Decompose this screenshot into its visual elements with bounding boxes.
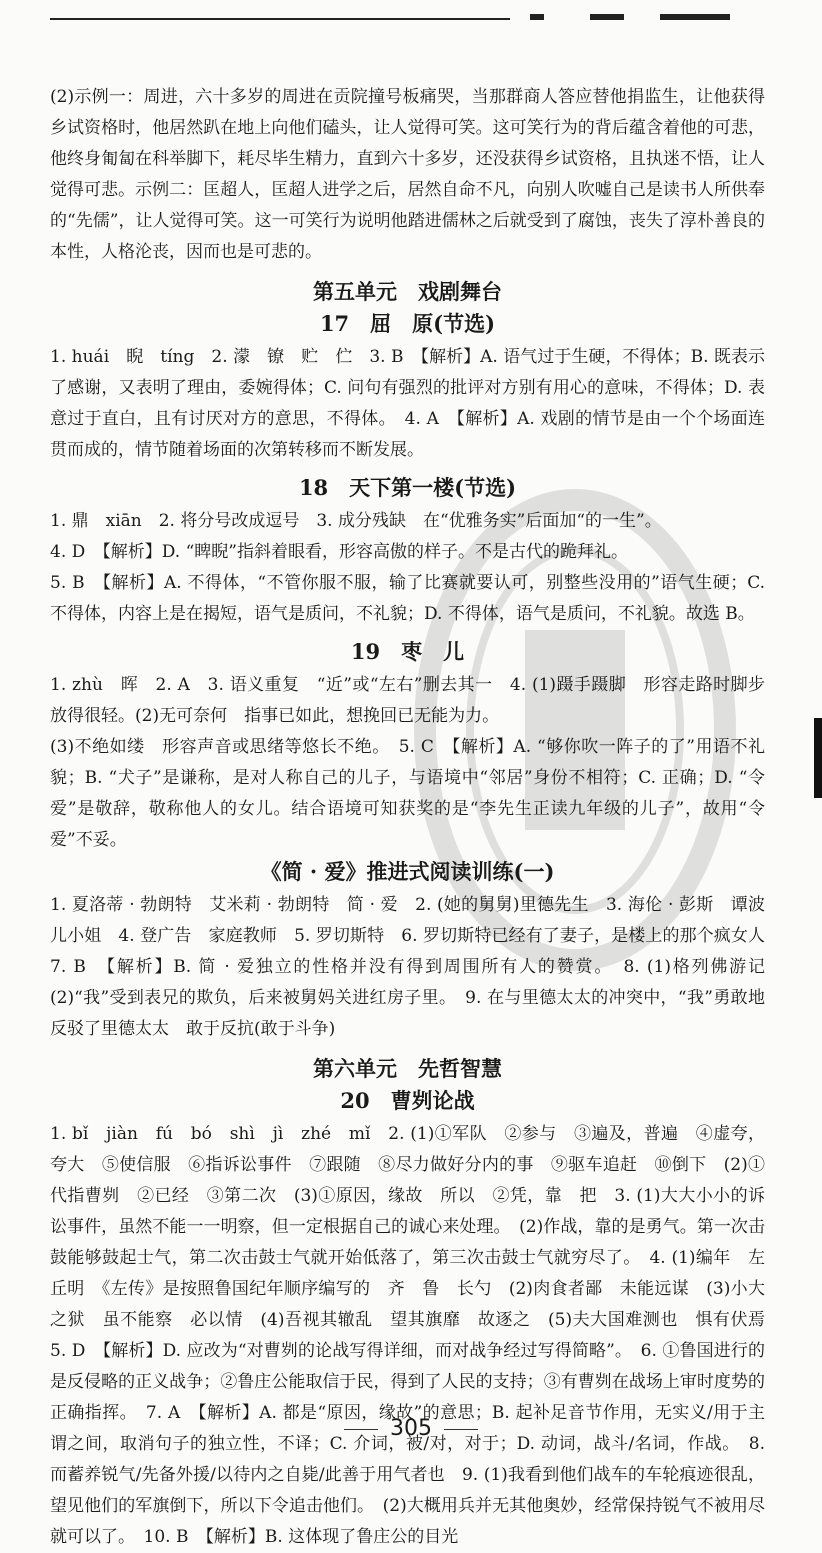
unit6-title: 第六单元 先哲智慧 bbox=[313, 1056, 502, 1081]
lesson-17-title: 17 屈 原(节选) bbox=[319, 311, 496, 336]
reading-training-answer: 1. 夏洛蒂 · 勃朗特 艾米莉 · 勃朗特 简 · 爱 2. (她的舅舅)里德先生 3. 海伦 · 彭斯 谭波儿小姐 4. 登广告 家庭教师 5. 罗切斯特 6. 罗切斯特已经有了妻子，是楼上的那个疯女人 7. B 【解析】B. 简 · 爱独立的性格并没有得到周围所有人的赞赏。 8. (1)格列佛游记 (2)“我”受到表兄的欺负，后来被舅妈关进红房子里。 9. 在与里德太太的冲突中，“我”勇敢地反驳了里德太太 敢于反抗(敢于斗争) bbox=[50, 895, 782, 1039]
footer-dash bbox=[444, 1429, 478, 1430]
header-mark bbox=[530, 14, 544, 20]
header-rule bbox=[50, 18, 510, 20]
lesson-19-line: (3)不绝如缕 形容声音或思绪等悠长不绝。 5. C 【解析】A. “够你吹一阵子的了”用语不礼貌；B. “犬子”是谦称，是对人称自己的儿子，与语境中“邻居”身份不相符；C. 正确；D. “令爱”是敬辞，敬称他人的女儿。结合语境可知获奖的是“李先生正读九年级的儿子”，故用“令爱”不妥。 bbox=[50, 737, 765, 850]
footer-dash bbox=[344, 1429, 378, 1430]
answer-page bbox=[50, 82, 782, 1553]
lesson-19-title: 19 枣 儿 bbox=[350, 639, 465, 664]
lesson-17-answer: 1. huái 睨 tíng 2. 濛 镣 贮 伫 3. B 【解析】A. 语气过于生硬，不得体；B. 既表示了感谢，又表明了理由，委婉得体；C. 问句有强烈的批评对方别有用心的意味，不得体；D. 表意过于直白，且有讨厌对方的意思，不得体。 4. A 【解析】A. 戏剧的情节是由一个个场面连贯而成的，情节随着场面的次第转移而不断发展。 bbox=[50, 347, 765, 460]
intro-paragraph: (2)示例一：周进，六十多岁的周进在贡院撞号板痛哭，当那群商人答应替他捐监生，让他获得乡试资格时，他居然趴在地上向他们磕头，让人觉得可笑。这可笑行为的背后蕴含着他的可悲，他终身匍匐在科举脚下，耗尽毕生精力，直到六十多岁，还没获得乡试资格，且执迷不悟，让人觉得可悲。示例二：匡超人，匡超人进学之后，居然自命不凡，向别人吹嘘自己是读书人所供奉的“先儒”，让人觉得可笑。这一可笑行为说明他踏进儒林之后就受到了腐蚀，丧失了淳朴善良的本性，人格沦丧，因而也是可悲的。 bbox=[50, 87, 765, 262]
lesson-18-line: 5. B 【解析】A. 不得体，“不管你服不服，输了比赛就要认可，别整些没用的”语气生硬；C. 不得体，内容上是在揭短，语气是质问，不礼貌；D. 不得体，语气是质问，不礼貌。故选 B。 bbox=[50, 573, 765, 624]
lesson-20-answer: 1. bǐ jiàn fú bó shì jì zhé mǐ 2. (1)①军队 ②参与 ③遍及，普遍 ④虚夸，夸大 ⑤使信服 ⑥指诉讼事件 ⑦跟随 ⑧尽力做好分内的事 ⑨驱车追赶 ⑩倒下 (2)①代指曹刿 ②已经 ③第二次 (3)①原因，缘故 所以 ②凭，靠 把 3. (1)大大小小的诉讼事件，虽然不能一一明察，但一定根据自己的诚心来处理。 (2)作战，靠的是勇气。第一次击鼓能够鼓起士气，第二次击鼓士气就开始低落了，第三次击鼓士气就穷尽了。 4. (1)编年 左丘明 《左传》是按照鲁国纪年顺序编写的 齐 鲁 长勺 (2)肉食者鄙 未能远谋 (3)小大之狱 虽不能察 必以情 (4)吾视其辙乱 望其旗靡 故逐之 (5)夫大国难测也 惧有伏焉 5. D 【解析】D. 应改为“对曹刿的论战写得详细，而对战争经过写得简略”。 6. ①鲁国进行的是反侵略的正义战争；②鲁庄公能取信于民，得到了人民的支持；③有曹刿在战场上审时度势的正确指挥。 7. A 【解析】A. 都是“原因，缘故”的意思；B. 起补足音节作用，无实义/用于主谓之间，取消句子的独立性，不译；C. 介词，被/对，对于；D. 动词，战斗/名词，作战。 8. 而蓄养锐气/先备外援/以待内之自毙/此善于用气者也 9. (1)我看到他们战车的车轮痕迹很乱，望见他们的军旗倒下，所以下令追击他们。 (2)大概用兵并无其他奥妙，经常保持锐气不被用尽就可以了。 10. B 【解析】B. 这体现了鲁庄公的目光 bbox=[50, 1124, 782, 1547]
page-number: 305 bbox=[390, 1416, 432, 1441]
header-mark bbox=[660, 14, 730, 20]
lesson-19-line: 1. zhù 晖 2. A 3. 语义重复 “近”或“左右”删去其一 4. (1)蹑手蹑脚 形容走路时脚步放得很轻。(2)无可奈何 指事已如此，想挽回已无能为力。 bbox=[50, 675, 765, 726]
lesson-20-title: 20 曹刿论战 bbox=[340, 1088, 475, 1113]
page-edge-tab bbox=[814, 718, 822, 798]
reading-training-title: 《简 · 爱》推进式阅读训练(一) bbox=[260, 859, 555, 884]
header-mark bbox=[590, 14, 624, 20]
lesson-18-title: 18 天下第一楼(节选) bbox=[298, 475, 517, 500]
lesson-18-line: 1. 鼎 xiān 2. 将分号改成逗号 3. 成分残缺 在“优雅务实”后面加“的一生”。 bbox=[50, 511, 662, 531]
unit5-title: 第五单元 戏剧舞台 bbox=[313, 279, 502, 304]
lesson-18-line: 4. D 【解析】D. “睥睨”指斜着眼看，形容高傲的样子。不是古代的跪拜礼。 bbox=[50, 542, 628, 562]
page-footer bbox=[0, 1416, 822, 1441]
